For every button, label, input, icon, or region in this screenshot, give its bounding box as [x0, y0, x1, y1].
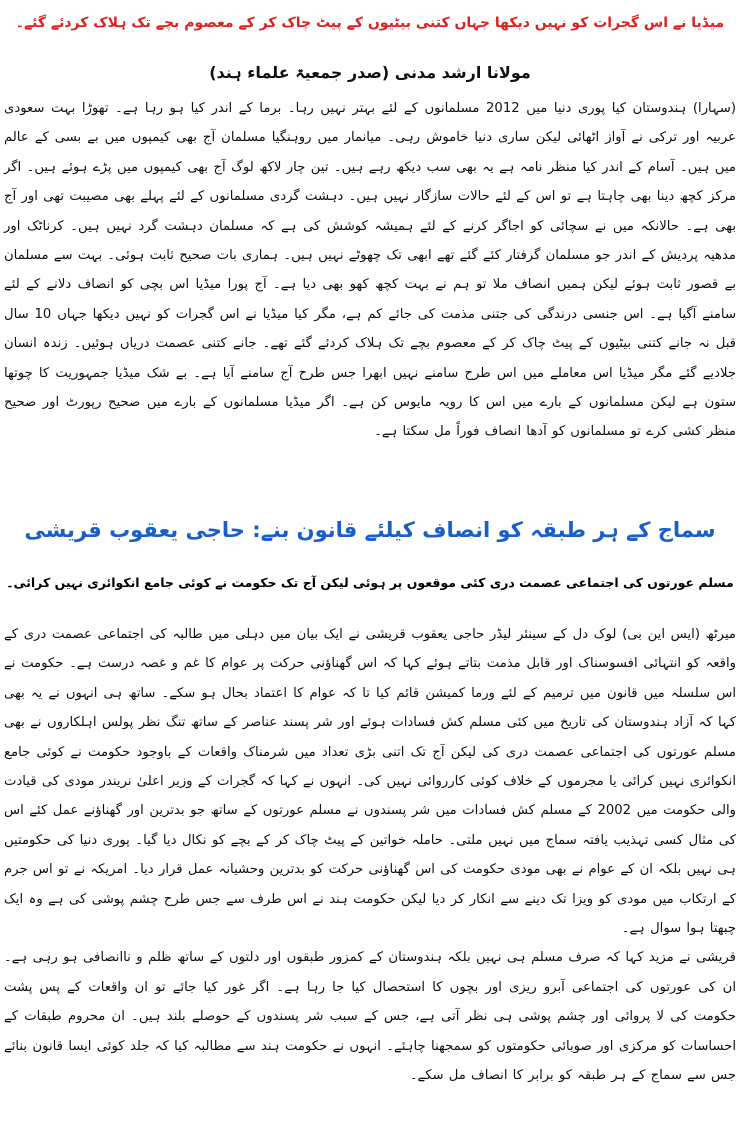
- story2-paragraph-1: میرٹھ (ایس این بی) لوک دل کے سینئر لیڈر حاجی یعقوب قریشی نے ایک بیان میں دہلی میں طالبہ کی اجتماعی عصمت دری کے واقعہ کو انتہائی افسوسناک اور قابل مذمت بتاتے ہوئے کہا کہ اس گھناؤنی حرکت پر عوام کا غم و غصہ درست ہے۔ حکومت نے اس سلسلہ میں قانون میں ترمیم کے لئے ورما کمیشن قائم کیا تا کہ عوام کا اعتماد بحال ہو سکے۔ ساتھ ہی انہوں نے یہ بھی کہا کہ آزاد ہندوستان کی تاریخ میں کئی مسلم کش فسادات ہوئے اور شر پسند عناصر کے ساتھ تنگ نظر پولس اہلکاروں نے بھی مسلم عورتوں کی اجتماعی عصمت دری کی لیکن آج تک اتنی بڑی تعداد میں شرمناک واقعات کے باوجود حکومت نے کوئی جامع انکوائری نہیں کرائی یا مجرموں کے خلاف کوئی کارروائی نہیں کی۔ انہوں نے کہا کہ گجرات کے وزیر اعلیٰ نریندر مودی کی قیادت والی حکومت میں 2002 کے مسلم کش فسادات میں شر پسندوں نے مسلم عورتوں کے ساتھ جو بدترین اور گھناؤنے عمل کئے اس کی مثال کسی تہذیب یافتہ سماج میں نہیں ملتی۔ حاملہ خواتین کے پیٹ چاک کر کے بچے کو نکال دیا گیا۔ پوری دنیا کی حکومتیں ہی نہیں بلکہ ان کے عوام نے بھی مودی حکومت کی اس گھناؤنی حرکت کو بدترین وحشیانہ عمل قرار دیا۔ امریکہ نے تو اس جرم کے ارتکاب میں مودی کو ویزا تک دینے سے انکار کر دیا لیکن حکومت ہند نے اس طرف سے جس طرح چشم پوشی کی ہے وہ ایک چبھتا ہوا سوال ہے۔: [4, 627, 737, 937]
- story2-title: سماج کے ہر طبقہ کو انصاف کیلئے قانون بنے: حاجی یعقوب قریشی: [24, 518, 716, 542]
- story1-body: [4, 94, 736, 510]
- story2-paragraph-2: قریشی نے مزید کہا کہ صرف مسلم ہی نہیں بلکہ ہندوستان کے کمزور طبقوں اور دلتوں کے ساتھ ظلم و ناانصافی ہو رہی ہے۔ ان کی عورتوں کی اجتماعی آبرو ریزی اور بچوں کا استحصال کیا جا رہا ہے۔ اگر غور کیا جائے تو ان واقعات کے پس پشت حکومت کی لا پروائی اور چشم پوشی ہی نظر آتی ہے، جس کے سبب شر پسندوں کے حوصلے بلند ہیں۔ ان محروم طبقات کے احساسات کو مرکزی اور صوبائی حکومتوں کو سمجھنا چاہئے۔ انہوں نے حکومت ہند سے مطالبہ کیا کہ جلد کوئی ایسا قانون بنائے جس سے سماج کے ہر طبقہ کو برابر کا انصاف مل سکے۔: [4, 950, 736, 1084]
- story1-byline: مولانا ارشد مدنی (صدر جمعیۃ علماء ہند): [209, 63, 531, 82]
- story1-headline: میڈیا نے اس گجرات کو نہیں دیکھا جہاں کتنی بیٹیوں کے پیٹ چاک کر کے معصوم بچے تک ہلاک کردئے گئے۔: [15, 15, 725, 31]
- story2-body: [4, 620, 736, 1138]
- story1-paragraph: (سہارا) ہندوستان کیا پوری دنیا میں 2012 مسلمانوں کے لئے بہتر نہیں رہا۔ برما کے اندر کیا ہو رہا ہے۔ تھوڑا بہت سعودی عربیہ اور ترکی نے آواز اٹھائی لیکن ساری دنیا خاموش رہی۔ میانمار میں روہنگیا مسلمان آج بھی کیمپوں میں بے بسی کے عالم میں ہیں۔ آسام کے اندر کیا منظر نامہ ہے یہ بھی سب دیکھ رہے ہیں۔ تین چار لاکھ لوگ آج بھی کیمپوں میں پڑے ہوئے ہیں۔ اگر مرکز کچھ دینا بھی چاہتا ہے تو اس کے لئے حالات سازگار نہیں ہیں۔ دہشت گردی مسلمانوں کے لئے پہلے بھی مصیبت تھی اور آج بھی ہے۔ حالانکہ میں نے سچائی کو اجاگر کرنے کے لئے ہمیشہ کوشش کی ہے کہ مسلمان دہشت گرد نہیں ہیں۔ کرناٹک اور مدھیہ پردیش کے اندر جو مسلمان گرفتار کئے گئے تھے ابھی تک چھوٹے نہیں ہیں۔ ہماری بات صحیح ثابت ہوئی۔ بہت سے مسلمان بے قصور ثابت ہوئے لیکن ہمیں انصاف ملا تو ہم نے بہت کچھ کھو بھی دیا ہے۔ آج پورا میڈیا اس بچی کو انصاف دلانے کے لئے سامنے آگیا ہے۔ اس جنسی درندگی کی جتنی مذمت کی جائے کم ہے، مگر کیا میڈیا نے اس گجرات کو نہیں دیکھا جہاں 10 سال قبل نہ جانے کتنی بیٹیوں کے پیٹ چاک کر کے معصوم بچے تک ہلاک کردئے گئے تھے۔ جانے کتنی عصمت دریاں ہوئیں۔ زندہ انسان جلادیے گئے مگر میڈیا اس معاملے میں اس طرح سامنے نہیں ابھرا جس طرح آج سامنے آیا ہے۔ بے شک میڈیا جمہوریت کا چوتھا ستون ہے لیکن مسلمانوں کے بارے میں اس کا رویہ مایوس کن ہے۔ اگر میڈیا مسلمانوں کے بارے میں صحیح رپورٹ اور صحیح منظر کشی کرے تو مسلمانوں کو آدھا انصاف فوراً مل سکتا ہے۔: [4, 101, 737, 440]
- story2-headline: مسلم عورتوں کی اجتماعی عصمت دری کئی موقعوں پر ہوئی لیکن آج تک حکومت نے کوئی جامع انکوائری نہیں کرائی۔: [6, 575, 734, 590]
